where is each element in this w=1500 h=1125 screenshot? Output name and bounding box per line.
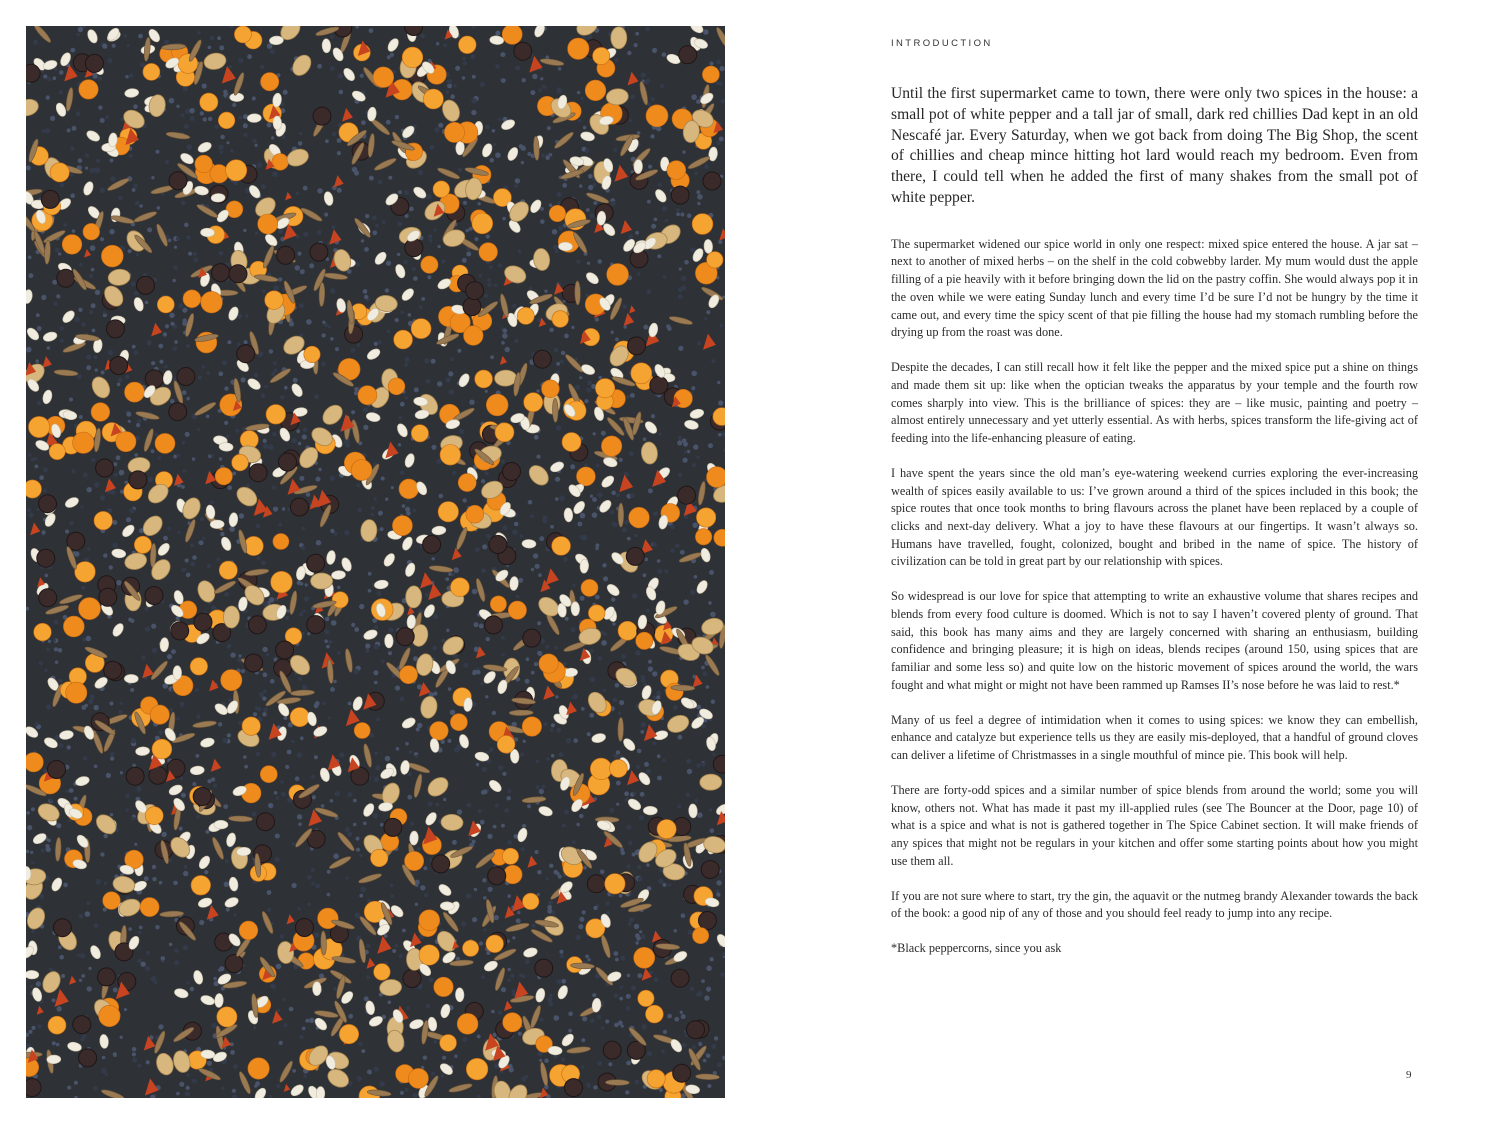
body-paragraph: If you are not sure where to start, try the gin, the aquavit or the nutmeg brandy Alexander towards the back of the book: a good nip of any of those and you should feel ready to jump into any recipe. — [891, 888, 1418, 921]
body-paragraph: There are forty-odd spices and a similar number of spice blends from around the world; some you will know, others not. What has made it past my ill-applied rules (see The Bouncer at the Door, page 10) of what is a spice and what is not is gathered together in The Spice Cabinet section. It will make friends of any spices that might not be regulars in your kitchen and offer some starting points about how you might use them all. — [891, 783, 1418, 868]
body-paragraph: So widespread is our love for spice that attempting to write an exhaustive volume that shares recipes and blends from every food culture is doomed. Which is not to say I haven’t covered plenty of ground. That said, this book has many aims and they are largely concerned with sharing an enthusiasm, building confidence and bringing pleasure; it is high on ideas, blends recipes (around 150, using spices that are familiar and some less so) and quite low on the historic movement of spices around the world, the wars fought and what might or might not have been rammed up Ramses II’s nose before he was laid to rest.* — [891, 589, 1418, 692]
page-number: 9 — [1406, 1069, 1412, 1081]
body-paragraph: The supermarket widened our spice world in only one respect: mixed spice entered the house. A jar sat – next to another of mixed herbs – on the shelf in the cold cobwebby larder. My mum would dust the apple filling of a pie heavily with it before bringing down the lid on the pastry coffin. She would always pop it in the oven while we were eating Sunday lunch and every time I’d be sure I’d not be hungry by the time it came out, and every time the spicy scent of that pie filling the house had my stomach rumbling before the drying up from the roast was done. — [891, 236, 1418, 340]
spice-seeds-image — [26, 26, 725, 1098]
introduction-text-column — [891, 38, 1418, 958]
lead-paragraph: Until the first supermarket came to town, there were only two spices in the house: a small pot of white pepper and a tall jar of small, dark red chillies Dad kept in an old Nescafé jar. Every Saturday, when we got back from doing The Big Shop, the scent of chillies and cheap mince hitting hot lard would reach my bedroom. Even from there, I could tell when he added the first of many shakes from the small pot of white pepper. — [891, 85, 1418, 206]
section-label: INTRODUCTION — [891, 38, 993, 49]
body-paragraph: I have spent the years since the old man’s eye-watering weekend curries exploring the ever-increasing wealth of spices easily available to us: I’ve grown around a third of the spices included in this book; the spice routes that once took months to bring flavours across the planet have been replaced by a couple of clicks and next-day delivery. What a joy to have these flavours at our fingertips. It wasn’t always so. Humans have travelled, fought, colonized, bought and bribed in the name of spice. The history of civilization can be told in great part by our relationship with spices. — [891, 465, 1418, 569]
spice-seeds-photo — [26, 26, 725, 1098]
body-paragraph: Many of us feel a degree of intimidation when it comes to using spices: we know they can embellish, enhance and catalyze but experience tells us they are easily mis-deployed, that a handful of ground cloves can deliver a lifetime of Christmasses in a single mouthful of mince pie. This book will help. — [891, 712, 1418, 763]
footnote: *Black peppercorns, since you ask — [891, 941, 1062, 956]
body-paragraph: Despite the decades, I can still recall how it felt like the pepper and the mixed spice put a shine on things and made them sit up: like when the optician tweaks the apparatus by your temple and the fourth row comes sharply into view. This is the brilliance of spices: they are – like music, painting and poetry – almost entirely unnecessary and yet utterly essential. As with herbs, spices transform the life-giving act of feeding into the life-enhancing pleasure of eating. — [891, 360, 1418, 445]
